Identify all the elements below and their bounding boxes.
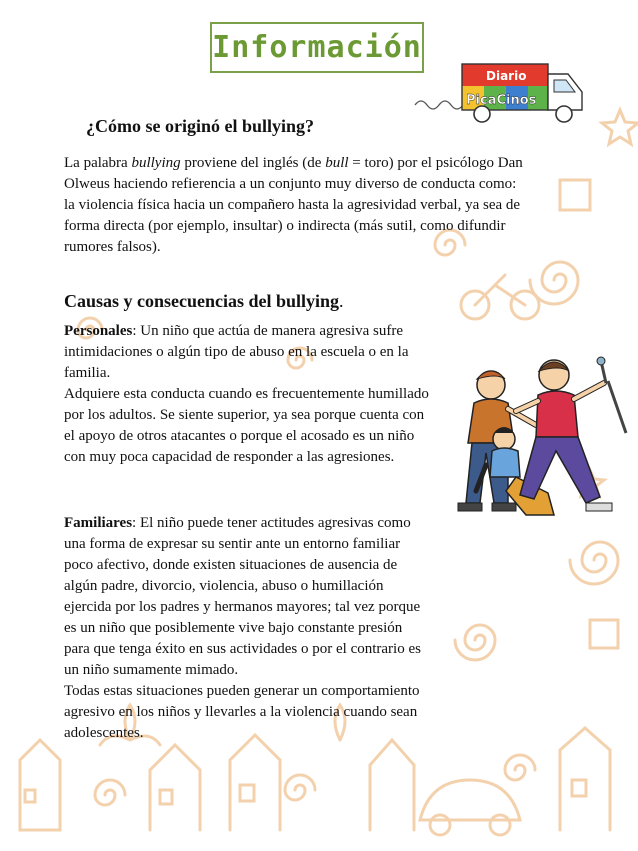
personales-paragraph: [64, 321, 436, 468]
familiares-text: : El niño puede tener actitudes agresivas como una forma de expresar su sentir ante un entorno familiar poco afectivo, donde existen situaciones de ausencia de algún padre, divorcio, violencia, abuso o humillación ejercida por los padres y hermanos mayores; tal vez porque es un niño que posiblemente vive bajo constante presión para que tenga éxito en sus actividades o por el contrario es un niño sumamente mimado.: [64, 515, 421, 678]
logo-swirl: [415, 101, 463, 109]
familiares-paragraph: [64, 513, 426, 744]
text-run: proviene del inglés (de: [180, 155, 326, 171]
title-box: [210, 22, 424, 73]
personales-label: Personales: [64, 323, 133, 339]
familiares-label: Familiares: [64, 515, 133, 531]
text-run: La palabra: [64, 155, 132, 171]
page-title: Información: [212, 30, 422, 65]
section-heading-causes: [64, 291, 344, 312]
term-bull: bull: [325, 155, 349, 171]
logo-line2: PicaCinos: [466, 93, 537, 108]
diario-logo: [410, 60, 590, 130]
personales-text-2: Adquiere esta conducta cuando es frecuentemente humillado por los adultos. Se siente superior, ya sea porque cuenta con el apoyo de otros atacantes o porque el acosado es un niño con muy poca capacidad de responder a las agresiones.: [64, 386, 429, 465]
origin-paragraph: [64, 153, 524, 258]
heading-period: .: [339, 291, 344, 311]
personales-text: : Un niño que actúa de manera agresiva sufre intimidaciones o algún tipo de abuso en la escuela o en la familia.: [64, 323, 409, 381]
text-run: = toro) por el psicólogo Dan Olweus haciendo refierencia a un conjunto muy diverso de conducta como: la violencia física hacia un compañero hasta la agresividad verbal, ya sea de forma directa (por ejemplo, insultar) o indirecta (más sutil, como difundir rumores falsos).: [64, 155, 523, 255]
familiares-text-2: Todas estas situaciones pueden generar un comportamiento agresivo en los niños y llevarles a la violencia cuando sean adolescentes.: [64, 683, 420, 741]
section-heading-origin: ¿Cómo se originó el bullying?: [86, 116, 315, 136]
causes-heading-text: Causas y consecuencias del bullying: [64, 291, 340, 311]
term-bullying: bullying: [131, 155, 181, 171]
logo-line1: Diario: [486, 69, 527, 83]
bullying-illustration: [436, 353, 634, 525]
